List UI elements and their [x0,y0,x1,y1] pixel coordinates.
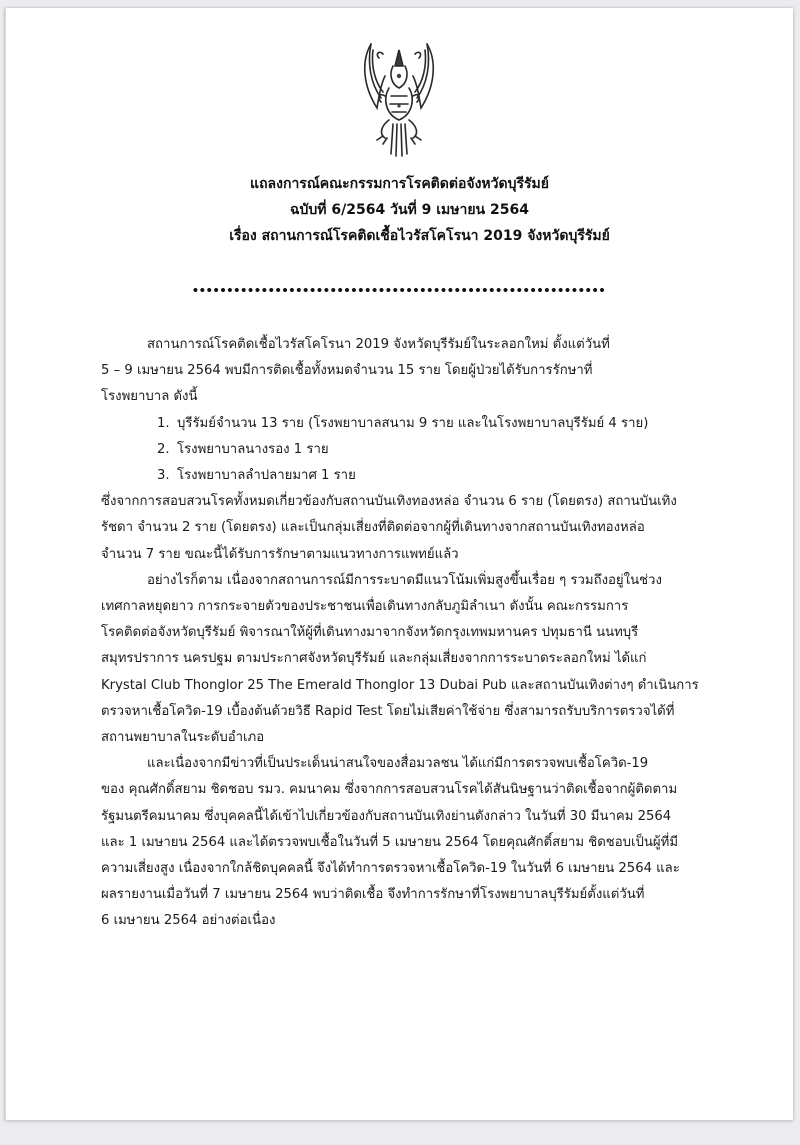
dotted-separator [192,287,606,293]
paragraph-line: ของ คุณศักดิ์สยาม ชิดชอบ รมว. คมนาคม ซึ่งจากการสอบสวนโรคได้สันนิษฐานว่าติดเชื้อจากผู้ติดตาม [101,782,678,798]
paragraph-line: ตรวจหาเชื้อโควิด-19 เบื้องต้นด้วยวิธี Rapid Test โดยไม่เสียค่าใช้จ่าย ซึ่งสามารถรับบริการตรวจได้ที่ [101,703,675,719]
paragraph-line: เทศกาลหยุดยาว การกระจายตัวของประชาชนเพื่อเดินทางกลับภูมิลำเนา ดังนั้น คณะกรรมการ [101,599,629,615]
paragraph-line: โรงพยาบาล ดังนี้ [101,389,198,405]
paragraph-line: จำนวน 7 ราย ขณะนี้ได้รับการรักษาตามแนวทางการแพทย์แล้ว [101,546,459,562]
paragraph-line: โรคติดต่อจังหวัดบุรีรัมย์ พิจารณาให้ผู้ที่เดินทางมาจากจังหวัดกรุงเทพมหานคร ปทุมธานี นนทบุรี [101,625,639,641]
paragraph-line: ความเสี่ยงสูง เนื่องจากใกล้ชิดบุคคลนี้ จึงได้ทำการตรวจหาเชื้อโควิด-19 ในวันที่ 6 เมษายน 2564 และ [101,861,680,877]
paragraph-line: สถานพยาบาลในระดับอำเภอ [101,730,265,746]
paragraph-line: รัชดา จำนวน 2 ราย (โดยตรง) และเป็นกลุ่มเสี่ยงที่ติดต่อจากผู้ที่เดินทางจากสถานบันเทิงทองหล่อ [101,520,645,536]
paragraph-minister-case [101,751,701,934]
paragraph-line: อย่างไรก็ตาม เนื่องจากสถานการณ์มีการระบาดมีแนวโน้มเพิ่มสูงขึ้นเรื่อย ๆ รวมถึงอยู่ในช่วง [147,572,662,588]
paragraph-line: ผลรายงานเมื่อวันที่ 7 เมษายน 2564 พบว่าติดเชื้อ จึงทำการรักษาที่โรงพยาบาลบุรีรัมย์ตั้งแต่วันที่ [101,887,645,903]
list-text: โรงพยาบาลนางรอง 1 ราย [177,441,329,457]
list-item [101,463,701,489]
paragraph-measures [101,568,701,751]
document-page [5,8,793,1120]
paragraph-line: รัฐมนตรีคมนาคม ซึ่งบุคคลนี้ได้เข้าไปเกี่ยวข้องกับสถานบันเทิงย่านดังกล่าว ในวันที่ 30 มีนาคม 2564 [101,808,672,824]
list-text: โรงพยาบาลลำปลายมาศ 1 ราย [177,468,356,484]
paragraph-line: สมุทรปราการ นครปฐม ตามประกาศจังหวัดบุรีรัมย์ และกลุ่มเสี่ยงจากการระบาดระลอกใหม่ ได้แก่ [101,651,647,667]
list-number: 1. [157,415,170,431]
list-number: 3. [157,468,170,484]
paragraph-line: 6 เมษายน 2564 อย่างต่อเนื่อง [101,913,276,929]
paragraph-line: สถานการณ์โรคติดเชื้อไวรัสโคโรนา 2019 จังหวัดบุรีรัมย์ในระลอกใหม่ ตั้งแต่วันที่ [147,337,610,352]
list-number: 2. [157,441,170,457]
paragraph-line: ซึ่งจากการสอบสวนโรคทั้งหมดเกี่ยวข้องกับสถานบันเทิงทองหล่อ จำนวน 6 ราย (โดยตรง) สถานบันเทิง [101,494,677,510]
heading-issue-date: ฉบับที่ 6/2564 วันที่ 9 เมษายน 2564 [290,202,529,218]
heading-title: แถลงการณ์คณะกรรมการโรคติดต่อจังหวัดบุรีรัมย์ [250,176,549,192]
document-heading [6,174,793,252]
list-item [101,411,701,437]
document-body [101,332,701,935]
paragraph-line: 5 – 9 เมษายน 2564 พบมีการติดเชื้อทั้งหมดจำนวน 15 ราย โดยผู้ป่วยได้รับการรักษาที่ [101,363,593,379]
paragraph-investigation [101,489,701,568]
list-item [101,437,701,463]
paragraph-situation [101,332,701,411]
paragraph-line: และ 1 เมษายน 2564 และได้ตรวจพบเชื้อในวันที่ 5 เมษายน 2564 โดยคุณศักดิ์สยาม ชิดชอบเป็นผู้ที่มี [101,834,679,850]
paragraph-line: Krystal Club Thonglor 25 The Emerald Thonglor 13 Dubai Pub และสถานบันเทิงต่างๆ ดำเนินการ [101,677,699,693]
paragraph-line: และเนื่องจากมีข่าวที่เป็นประเด็นน่าสนใจของสื่อมวลชน ได้แก่มีการตรวจพบเชื้อโควิด-19 [147,756,649,772]
heading-subject: เรื่อง สถานการณ์โรคติดเชื้อไวรัสโคโรนา 2019 จังหวัดบุรีรัมย์ [229,228,610,244]
list-text: บุรีรัมย์จำนวน 13 ราย (โรงพยาบาลสนาม 9 ราย และในโรงพยาบาลบุรีรัมย์ 4 ราย) [177,415,649,431]
hospital-list [101,411,701,490]
garuda-emblem-icon [349,36,449,161]
